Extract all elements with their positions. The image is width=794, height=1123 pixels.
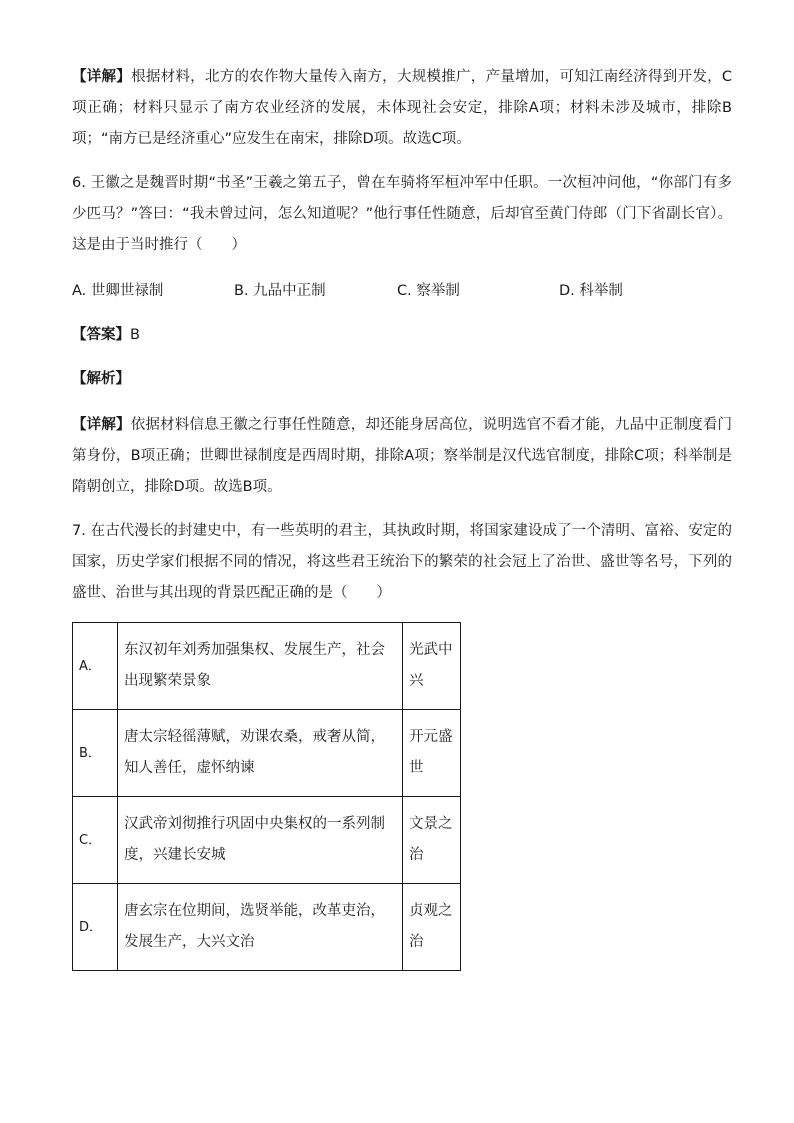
option-d: D. 科举制 [559,283,623,299]
question-6-stem: 6. 王徽之是魏晋时期“书圣”王羲之第五子，曾在车骑将军桓冲军中任职。一次桓冲问他，“你部门有多少匹马？”答曰：“我未曾过问，怎么知道呢？”他行事任性随意，后却官至黄门侍郎（门下省副长官）。这是由于当时推行（ ） [72,175,732,253]
detail-tag: 【详解】 [72,417,131,433]
row-label: B． [73,710,118,797]
answer-tag: 【答案】 [72,327,130,343]
table-row [73,884,461,971]
detail-text: 根据材料，北方的农作物大量传入南方，大规模推广，产量增加，可知江南经济得到开发，C项正确；材料只显示了南方农业经济的发展，未体现社会安定，排除A项；材料未涉及城市，排除B项；“南方已是经济重心”应发生在南宋，排除D项。故选C项。 [72,69,733,147]
option-c: C. 察举制 [397,283,460,299]
row-description: 唐太宗轻徭薄赋，劝课农桑，戒奢从简，知人善任，虚怀纳谏 [118,710,403,797]
question-6-options [72,276,732,307]
row-description: 汉武帝刘彻推行巩固中央集权的一系列制度，兴建长安城 [118,797,403,884]
table-row [73,623,461,710]
row-era: 文景之治 [403,797,461,884]
detail-paragraph-q5 [72,62,732,155]
option-b: B. 九品中正制 [234,283,326,299]
row-description: 东汉初年刘秀加强集权、发展生产，社会出现繁荣景象 [118,623,403,710]
table-row [73,710,461,797]
option-a: A. 世卿世禄制 [72,283,164,299]
table-row [73,797,461,884]
detail-paragraph-q6 [72,410,732,503]
row-label: D． [73,884,118,971]
answer-line [72,320,732,351]
detail-tag: 【详解】 [72,69,132,85]
detail-text: 依据材料信息王徽之行事任性随意，却还能身居高位，说明选官不看才能，九品中正制度看门第身份，B项正确；世卿世禄制度是西周时期，排除A项；察举制是汉代选官制度，排除C项；科举制是隋朝创立，排除D项。故选B项。 [72,417,733,495]
answer-value: B [130,327,140,343]
question-7-table [72,622,461,971]
row-label: C． [73,797,118,884]
row-era: 光武中兴 [403,623,461,710]
question-7-stem: 7. 在古代漫长的封建史中，有一些英明的君主，其执政时期，将国家建设成了一个清明、富裕、安定的国家，历史学家们根据不同的情况，将这些君王统治下的繁荣的社会冠上了治世、盛世等名号，下列的盛世、治世与其出现的背景匹配正确的是（ ） [72,523,732,601]
row-era: 开元盛世 [403,710,461,797]
analysis-heading: 【解析】 [72,371,130,387]
row-description: 唐玄宗在位期间，选贤举能，改革吏治，发展生产，大兴文治 [118,884,403,971]
row-label: A． [73,623,118,710]
row-era: 贞观之治 [403,884,461,971]
